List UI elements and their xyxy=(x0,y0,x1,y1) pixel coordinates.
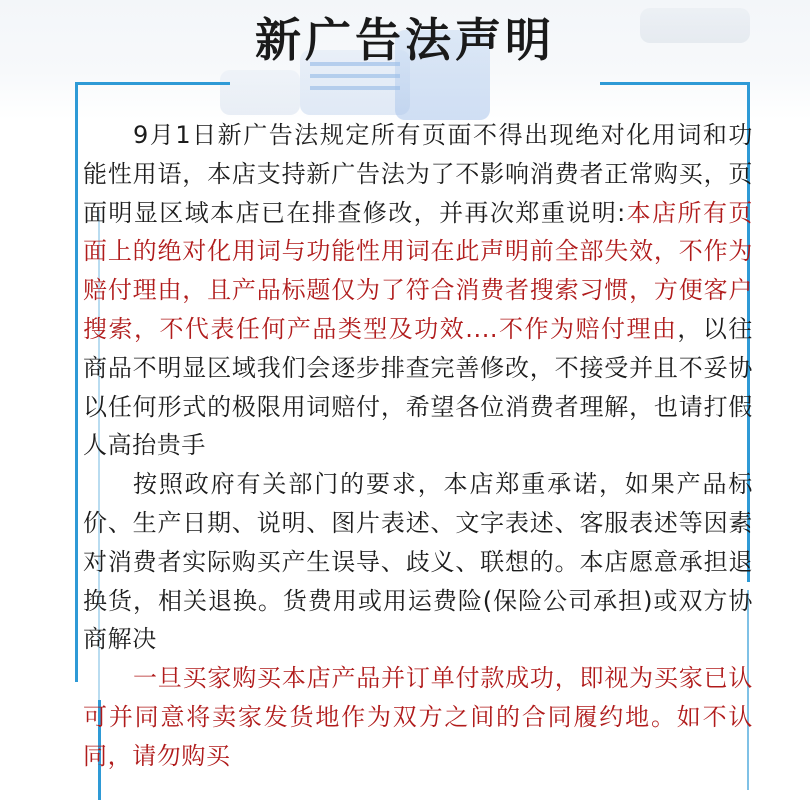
paragraph-1-red-text: 本店所有页面上的绝对化用词与功能性用词在此声明前全部失效，不作为赔付理由，且产品标题仅为了符合消费者搜索习惯，方便客户搜索，不代表任何产品类型及功效....不作为赔付理由 xyxy=(83,198,754,343)
page-title: 新广告法声明 xyxy=(255,13,555,67)
suitcase-image-c xyxy=(220,70,300,115)
paragraph-3 xyxy=(83,659,753,775)
statement-body xyxy=(83,116,753,776)
suitcase-stripe xyxy=(310,74,400,78)
paragraph-1-intro: 9月1日新广告法规定所有页面不得出现绝对化用词和功能性用语，本店支持新广告法为了不影响消费者正常购买，页面明显区域本店已在排查修改，并再次郑重说明: xyxy=(83,121,753,227)
paragraph-1-rest: ，以往商品不明显区域我们会逐步排查完善修改，不接受并且不妥协以任何形式的极限用词赔付，希望各位消费者理解，也请打假人高抬贵手 xyxy=(83,314,753,460)
frame-line-left xyxy=(75,82,78,682)
suitcase-stripe xyxy=(310,86,400,90)
frame-line-top-left xyxy=(75,82,230,85)
paragraph-3-text: 一旦买家购买本店产品并订单付款成功，即视为买家已认可并同意将卖家发货地作为双方之间的合同履约地。如不认同，请勿购买 xyxy=(83,664,753,770)
paragraph-1 xyxy=(83,116,753,465)
paragraph-2-text: 按照政府有关部门的要求，本店郑重承诺，如果产品标价、生产日期、说明、图片表述、文字表述、客服表述等因素对消费者实际购买产生误导、歧义、联想的。本店愿意承担退换货，相关退换。货费用或用运费险(保险公司承担)或双方协商解决 xyxy=(83,470,753,654)
paragraph-2 xyxy=(83,465,753,659)
frame-line-top-right xyxy=(600,82,750,85)
